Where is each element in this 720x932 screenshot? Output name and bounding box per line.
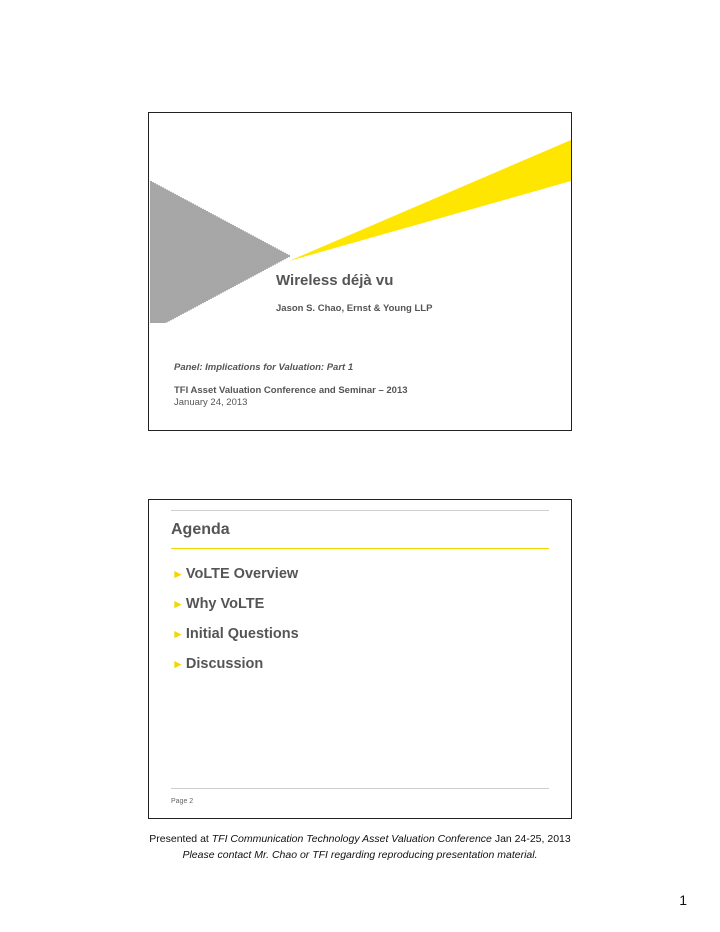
triangle-bullet-icon: ► [172,597,184,611]
conference-name: TFI Asset Valuation Conference and Seminar – 2013 [174,385,408,396]
footer-prefix: Presented at [149,833,212,845]
presenter-name: Jason S. Chao, Ernst & Young LLP [276,303,433,314]
presentation-footer [0,833,720,845]
agenda-slide [148,499,572,819]
agenda-item [172,626,299,656]
agenda-item-label: Initial Questions [185,626,299,642]
top-divider [171,510,549,511]
agenda-item-label: Discussion [185,656,264,672]
agenda-item [172,656,299,686]
slide-page-label: Page 2 [171,798,194,805]
panel-name: Panel: Implications for Valuation: Part 1 [174,362,354,373]
bottom-divider [171,788,549,789]
agenda-item-label: Why VoLTE [185,596,265,612]
slide-title: Agenda [171,521,230,538]
agenda-item [172,566,299,596]
triangle-bullet-icon: ► [172,627,184,641]
presentation-date: January 24, 2013 [174,397,248,408]
triangle-bullet-icon: ► [172,657,184,671]
title-slide [148,112,572,431]
triangle-bullet-icon: ► [172,567,184,581]
reproduction-notice: Please contact Mr. Chao or TFI regarding reproducing presentation material. [182,849,538,861]
footer-conference: TFI Communication Technology Asset Valuation Conference [211,833,492,845]
agenda-list [172,566,299,686]
agenda-item [172,596,299,626]
footer-dates: Jan 24-25, 2013 [491,833,571,845]
page-number: 1 [679,892,687,908]
title-underline [171,548,549,549]
agenda-item-label: VoLTE Overview [185,566,299,582]
presentation-title: Wireless déjà vu [276,272,394,289]
